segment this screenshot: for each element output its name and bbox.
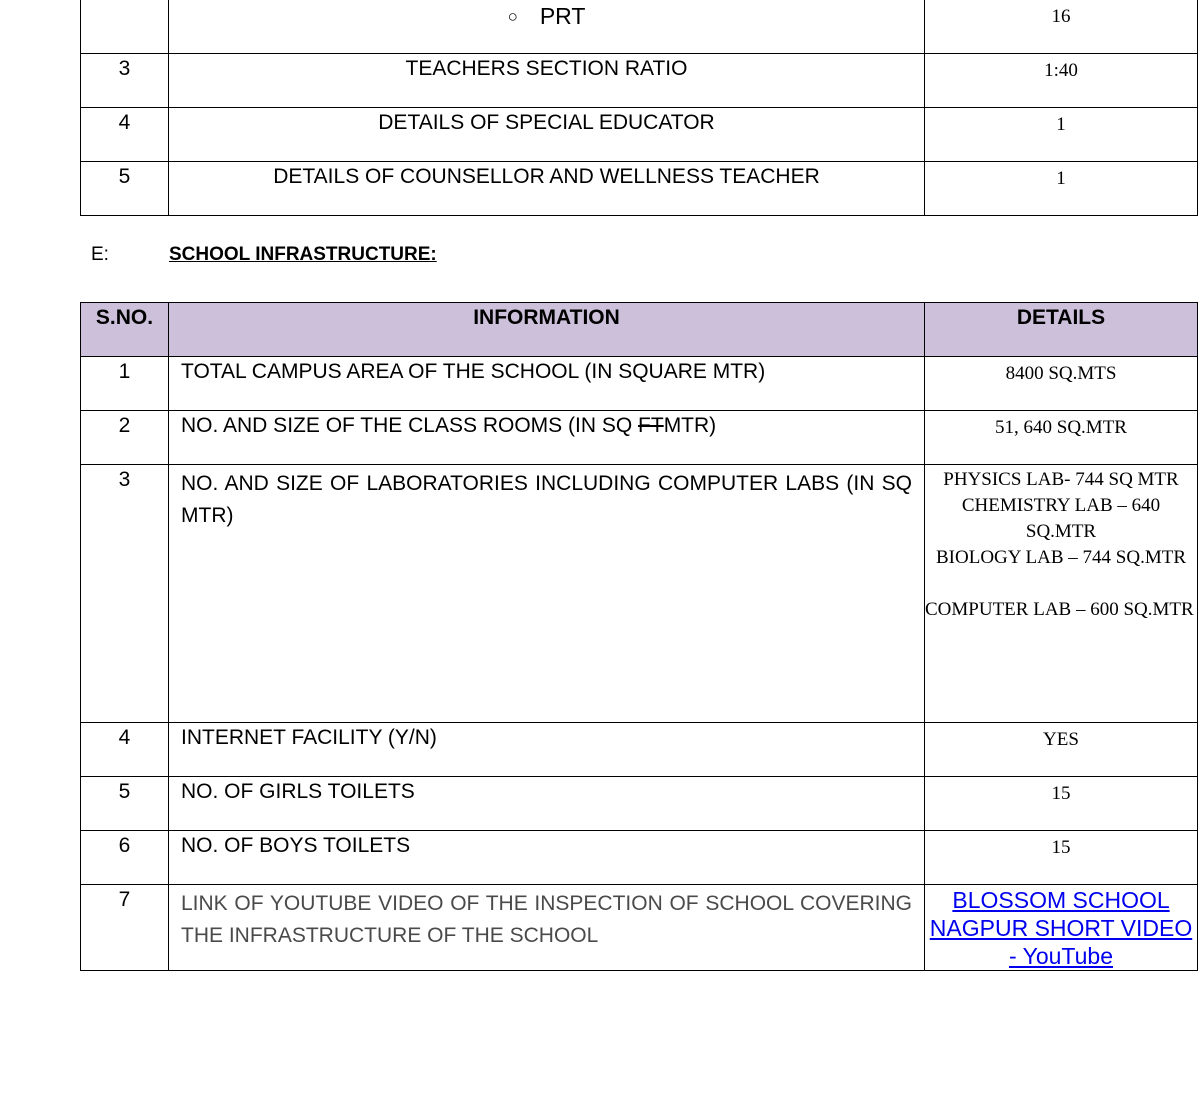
- sno-cell: 2: [81, 411, 169, 465]
- sno-cell: 5: [81, 777, 169, 831]
- sno-cell: 6: [81, 831, 169, 885]
- struck-text: FT: [638, 414, 664, 437]
- table-row: [81, 161, 1198, 215]
- sno-cell: 1: [81, 357, 169, 411]
- table-row: [81, 777, 1198, 831]
- section-title: SCHOOL INFRASTRUCTURE:: [169, 244, 437, 265]
- circle-bullet-icon: ○: [507, 7, 518, 26]
- header-details: DETAILS: [925, 303, 1198, 357]
- info-cell: TEACHERS SECTION RATIO: [169, 53, 925, 107]
- staff-details-table: [80, 0, 1198, 216]
- biology-lab-detail: BIOLOGY LAB – 744 SQ.MTR: [936, 547, 1186, 568]
- table-row: [81, 411, 1198, 465]
- info-text: MTR): [663, 414, 717, 437]
- table-row: [81, 0, 1198, 53]
- details-cell: 15: [925, 777, 1198, 831]
- prt-label: PRT: [539, 3, 586, 29]
- info-cell: DETAILS OF SPECIAL EDUCATOR: [169, 107, 925, 161]
- value-cell: 1: [925, 107, 1198, 161]
- info-text: NO. AND SIZE OF THE CLASS ROOMS (IN SQ: [181, 414, 639, 437]
- infrastructure-table: [80, 302, 1198, 971]
- section-letter: E:: [91, 244, 109, 265]
- computer-lab-detail: COMPUTER LAB – 600 SQ.MTR: [925, 599, 1194, 620]
- table-row: [81, 723, 1198, 777]
- info-cell: NO. OF BOYS TOILETS: [169, 831, 925, 885]
- physics-lab-detail: PHYSICS LAB- 744 SQ MTR: [943, 469, 1179, 490]
- info-cell: NO. OF GIRLS TOILETS: [169, 777, 925, 831]
- details-cell: [925, 465, 1198, 723]
- sno-cell: 3: [81, 465, 169, 723]
- info-cell: NO. AND SIZE OF LABORATORIES INCLUDING COMPUTER LABS (IN SQ MTR): [169, 465, 925, 723]
- info-cell: DETAILS OF COUNSELLOR AND WELLNESS TEACHER: [169, 161, 925, 215]
- value-cell: 1: [925, 161, 1198, 215]
- table-row: [81, 465, 1198, 723]
- sno-cell: 5: [81, 161, 169, 215]
- chemistry-lab-detail: CHEMISTRY LAB – 640 SQ.MTR: [961, 495, 1161, 542]
- table-row: [81, 831, 1198, 885]
- details-cell: YES: [925, 723, 1198, 777]
- section-heading: [91, 244, 437, 266]
- sno-cell: 4: [81, 723, 169, 777]
- info-cell: INTERNET FACILITY (Y/N): [169, 723, 925, 777]
- sno-cell: 7: [81, 885, 169, 971]
- details-cell: 8400 SQ.MTS: [925, 357, 1198, 411]
- value-cell: 1:40: [925, 53, 1198, 107]
- info-cell: [169, 411, 925, 465]
- details-cell: [925, 885, 1198, 971]
- sno-cell: 4: [81, 107, 169, 161]
- details-cell: 51, 640 SQ.MTR: [925, 411, 1198, 465]
- table-row: [81, 357, 1198, 411]
- sno-cell: [81, 0, 169, 53]
- table-row: [81, 107, 1198, 161]
- header-information: INFORMATION: [169, 303, 925, 357]
- table-row: [81, 885, 1198, 971]
- sno-cell: 3: [81, 53, 169, 107]
- table-row: [81, 53, 1198, 107]
- header-sno: S.NO.: [81, 303, 169, 357]
- info-cell: [169, 0, 925, 53]
- prt-value: 16: [925, 0, 1198, 53]
- info-cell: TOTAL CAMPUS AREA OF THE SCHOOL (IN SQUARE MTR): [169, 357, 925, 411]
- details-cell: 15: [925, 831, 1198, 885]
- youtube-video-link[interactable]: BLOSSOM SCHOOL NAGPUR SHORT VIDEO - YouTube: [929, 887, 1193, 969]
- info-cell: LINK OF YOUTUBE VIDEO OF THE INSPECTION OF SCHOOL COVERING THE INFRASTRUCTURE OF THE SCHOOL: [169, 885, 925, 971]
- table-header-row: [81, 303, 1198, 357]
